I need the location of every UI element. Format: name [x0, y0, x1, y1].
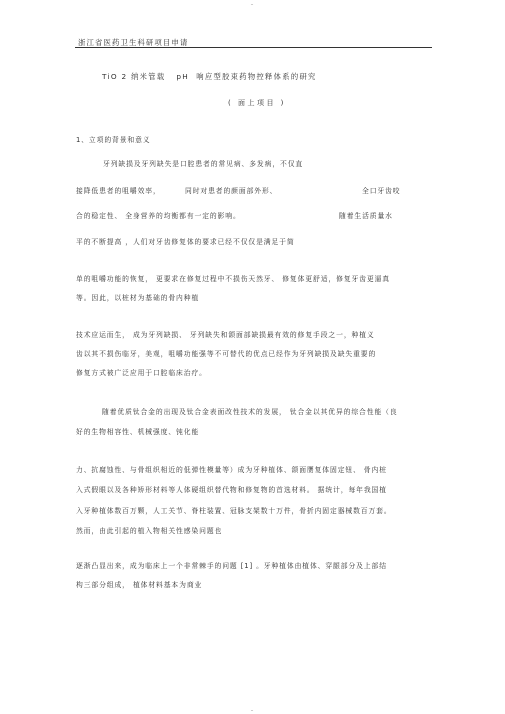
body-line: 牙列缺损及牙列缺失是口腔患者的常见病、多发病，不仅直 — [103, 160, 304, 168]
body-line: 修复方式被广泛应用于口腔临床治疗。 — [76, 369, 207, 377]
bottom-page-mark: _ — [251, 706, 253, 711]
body-line: 构三部分组成， 植体材料基本为商业 — [76, 581, 203, 589]
body-line: 单的咀嚼功能的恢复， 更要求在修复过程中不损伤天然牙、 修复体更舒适，修复牙齿更逼真 — [76, 275, 390, 283]
body-line: 等。因此，以桩材为基础的骨内种植 — [76, 294, 200, 302]
body-line: 同时对患者的颜面部外形、 — [185, 187, 278, 195]
body-line: 平的不断提高 ，人们对牙齿修复体的要求已经不仅仅是满足于简 — [76, 238, 295, 246]
body-line: 齿以其不损伤临牙，美观，咀嚼功能强等不可替代的优点已经作为牙列缺损及缺失重要的 — [76, 350, 377, 358]
document-subtitle: ( 面上项目 ) — [228, 99, 286, 107]
header-rule — [75, 47, 432, 48]
document-header: 浙江省医药卫生科研项目申请 — [78, 38, 189, 47]
body-line: 全口牙齿咬 — [362, 187, 401, 195]
section-heading: 1、立项的背景和意义 — [76, 136, 151, 144]
body-line: 随着优质钛合金的出现及钛合金表面改性技术的发展， 钛合金以其优异的综合性能（良 — [102, 408, 398, 416]
body-line: 入式假眼以及各种矫形材料等人体硬组织替代物和修复物的首选材料。 据统计，每年我国植 — [76, 486, 387, 494]
document-title: TiO 2 纳米管载 pH 响应型胶束药物控释体系的研究 — [102, 72, 317, 81]
body-line: 逐渐凸显出来，成为临床上一个非常棘手的问题 [1] 。牙种植体由植体、穿龈部分及上部结 — [76, 562, 387, 570]
body-line: 然而，由此引起的植入物相关性感染问题也 — [76, 527, 223, 535]
body-line: 接降低患者的咀嚼效率， — [76, 187, 161, 195]
body-line: 技术应运而生， 成为牙列缺损、 牙列缺失和颌面部缺损最有效的修复手段之一，种植义 — [76, 331, 375, 339]
body-line: 力、抗腐蚀性、与骨组织相近的低弹性模量等）成为牙种植体、颌面赝复体固定钮、 骨内桩 — [76, 466, 387, 474]
top-page-mark: _ — [251, 0, 253, 5]
body-line: 随着生活质量水 — [339, 212, 393, 220]
body-line: 好的生物相容性、机械强度、钝化能 — [76, 428, 200, 436]
body-line: 入牙种植体数百万颗，人工关节、脊柱装置、冠脉支架数十万件，骨折内固定器械数百万套。 — [76, 507, 392, 515]
body-line: 合的稳定性、 全身营养的均衡都有一定的影响。 — [76, 212, 241, 220]
